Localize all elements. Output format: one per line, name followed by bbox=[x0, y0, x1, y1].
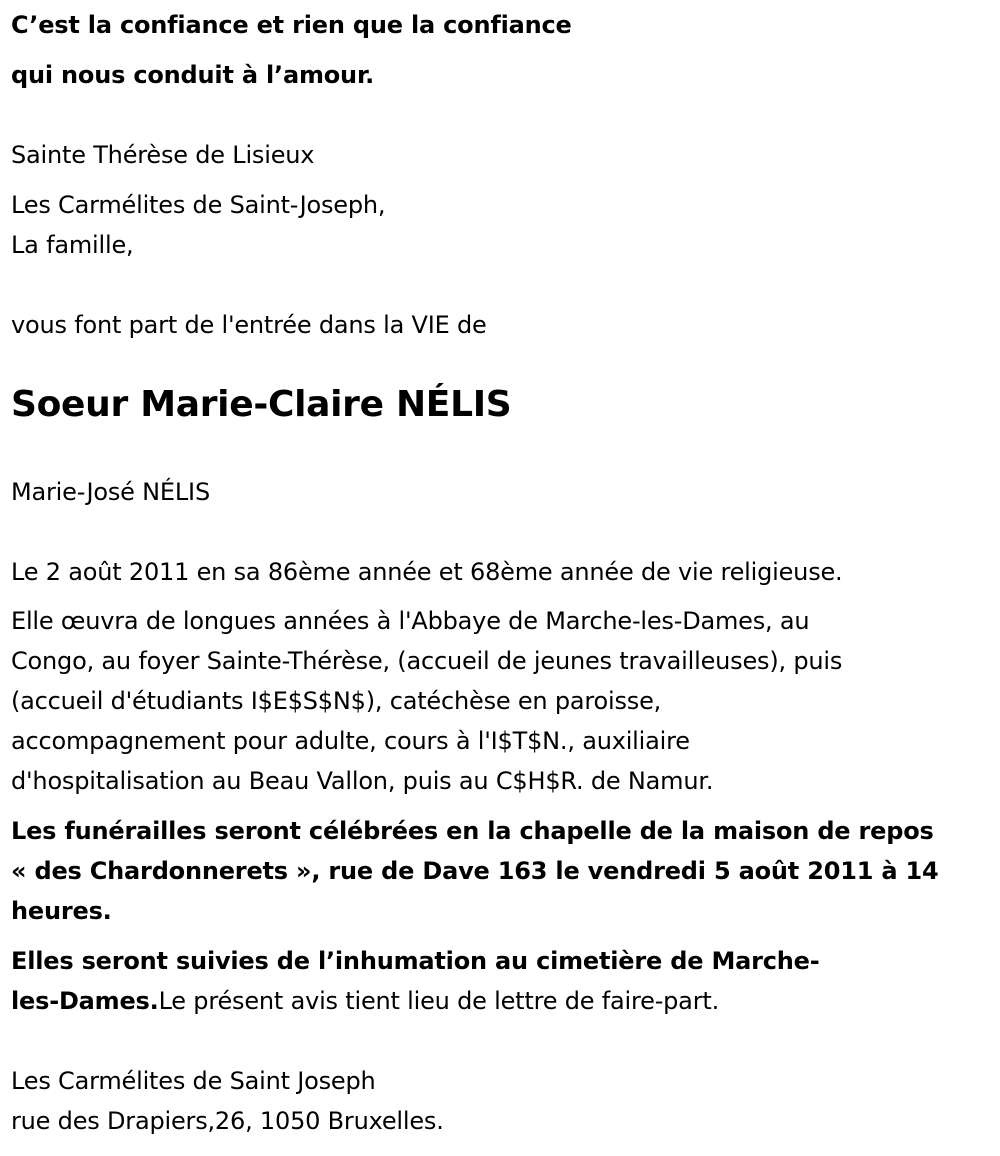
burial-place: les-Dames. bbox=[11, 987, 159, 1015]
quote-line-1: C’est la confiance et rien que la confiance bbox=[11, 11, 572, 39]
burial-line-1: Elles seront suivies de l’inhumation au cimetière de Marche- bbox=[11, 947, 820, 975]
senders-line-1: Les Carmélites de Saint-Joseph, bbox=[11, 191, 386, 219]
date-line: Le 2 août 2011 en sa 86ème année et 68ème année de vie religieuse. bbox=[11, 558, 843, 586]
senders-line-2: La famille, bbox=[11, 231, 134, 259]
deceased-name: Soeur Marie-Claire NÉLIS bbox=[11, 384, 512, 425]
quote-line-2: qui nous conduit à l’amour. bbox=[11, 61, 375, 89]
funeral-line: Les funérailles seront célébrées en la chapelle de la maison de repos bbox=[11, 817, 934, 845]
biography-line: accompagnement pour adulte, cours à l'I$T$N., auxiliaire bbox=[11, 727, 690, 755]
address-line-1: Les Carmélites de Saint Joseph bbox=[11, 1067, 376, 1095]
quote-author: Sainte Thérèse de Lisieux bbox=[11, 141, 315, 169]
funeral-line: heures. bbox=[11, 897, 112, 925]
biography-line: Elle œuvra de longues années à l'Abbaye de Marche-les-Dames, au bbox=[11, 607, 810, 635]
biography-line: d'hospitalisation au Beau Vallon, puis au C$H$R. de Namur. bbox=[11, 767, 714, 795]
biography-line: Congo, au foyer Sainte-Thérèse, (accueil de jeunes travailleuses), puis bbox=[11, 647, 843, 675]
civil-name: Marie-José NÉLIS bbox=[11, 478, 210, 506]
funeral-line: « des Chardonnerets », rue de Dave 163 le vendredi 5 août 2011 à 14 bbox=[11, 857, 939, 885]
notice-statement: Le présent avis tient lieu de lettre de faire-part. bbox=[158, 987, 719, 1015]
biography-line: (accueil d'étudiants I$E$S$N$), catéchèse en paroisse, bbox=[11, 687, 662, 715]
burial-line-2 bbox=[11, 986, 719, 1016]
address-line-2: rue des Drapiers,26, 1050 Bruxelles. bbox=[11, 1107, 444, 1135]
announcement-text: vous font part de l'entrée dans la VIE de bbox=[11, 311, 487, 339]
